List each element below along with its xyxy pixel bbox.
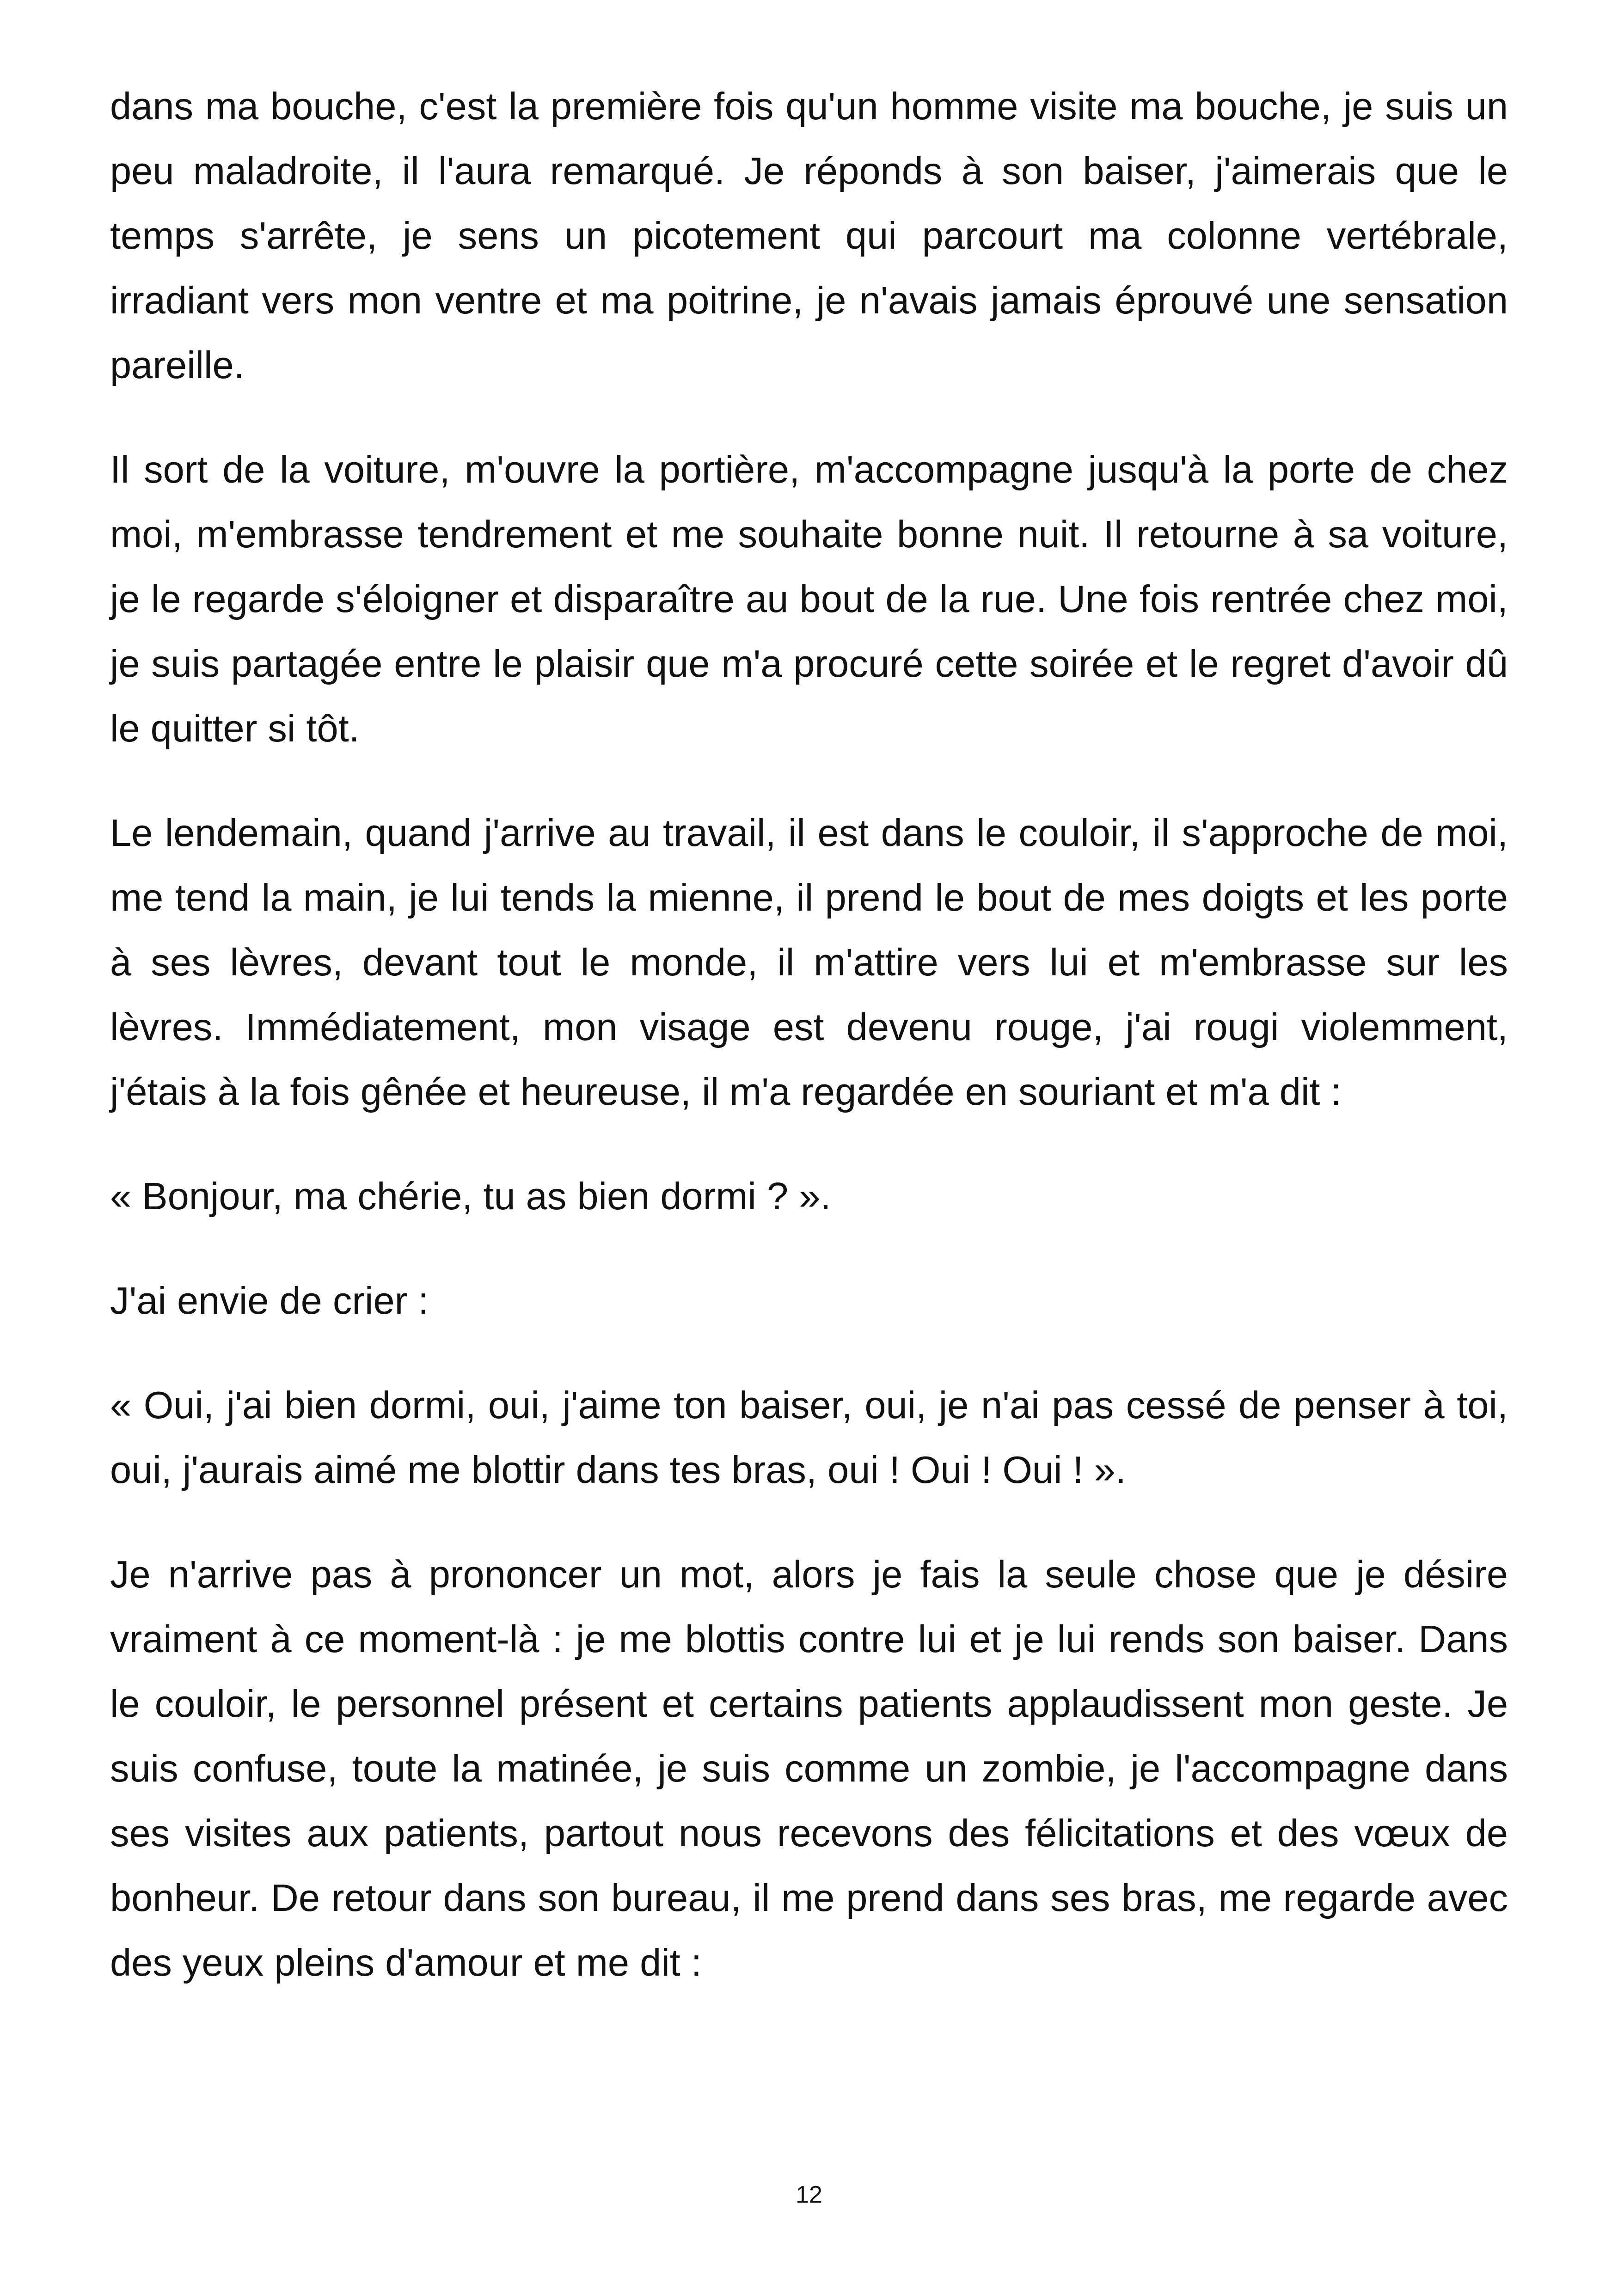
paragraph-7: Je n'arrive pas à prononcer un mot, alors je fais la seule chose que je désire vraiment à ce moment-là : je me blottis contre lui et je lui rends son baiser. Dans le couloir, le personnel présent et certains patients applaudissent mon geste. Je suis confuse, toute la matinée, je suis comme un zombie, je l'accompagne dans ses visites aux patients, partout nous recevons des félicitations et des vœux de bonheur. De retour dans son bureau, il me prend dans ses bras, me regarde avec des yeux pleins d'amour et me dit : xyxy=(110,1553,1508,1984)
paragraph-3: Le lendemain, quand j'arrive au travail, il est dans le couloir, il s'approche de moi, me tend la main, je lui tends la mienne, il prend le bout de mes doigts et les porte à ses lèvres, devant tout le monde, il m'attire vers lui et m'embrasse sur les lèvres. Immédiatement, mon visage est devenu rouge, j'ai rougi violemment, j'étais à la fois gênée et heureuse, il m'a regardée en souriant et m'a dit : xyxy=(110,811,1508,1113)
body-text xyxy=(110,74,1508,2035)
page-number: 12 xyxy=(796,2181,822,2208)
paragraph-1: dans ma bouche, c'est la première fois qu'un homme visite ma bouche, je suis un peu maladroite, il l'aura remarqué. Je réponds à son baiser, j'aimerais que le temps s'arrête, je sens un picotement qui parcourt ma colonne vertébrale, irradiant vers mon ventre et ma poitrine, je n'avais jamais éprouvé une sensation pareille. xyxy=(110,85,1508,386)
paragraph-5: J'ai envie de crier : xyxy=(110,1279,429,1322)
paragraph-2: Il sort de la voiture, m'ouvre la portière, m'accompagne jusqu'à la porte de chez moi, m'embrasse tendrement et me souhaite bonne nuit. Il retourne à sa voiture, je le regarde s'éloigner et disparaître au bout de la rue. Une fois rentrée chez moi, je suis partagée entre le plaisir que m'a procuré cette soirée et le regret d'avoir dû le quitter si tôt. xyxy=(110,448,1508,750)
paragraph-4-quote: « Bonjour, ma chérie, tu as bien dormi ? ». xyxy=(110,1175,831,1218)
paragraph-6-quote: « Oui, j'ai bien dormi, oui, j'aime ton baiser, oui, je n'ai pas cessé de penser à toi, oui, j'aurais aimé me blottir dans tes bras, oui ! Oui ! Oui ! ». xyxy=(110,1384,1508,1491)
